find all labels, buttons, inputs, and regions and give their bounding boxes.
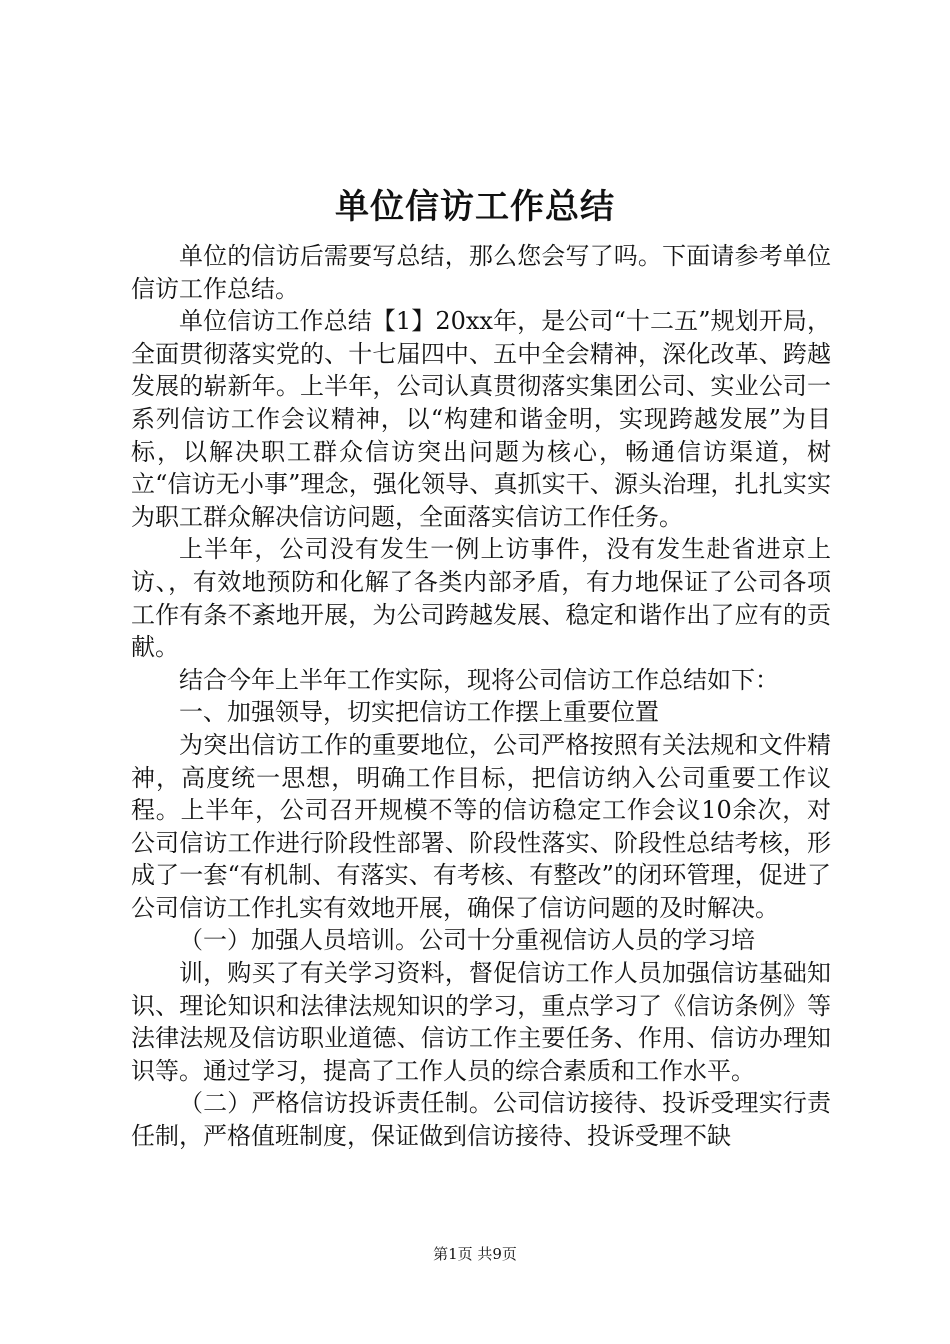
paragraph-lead-in: 结合今年上半年工作实际，现将公司信访工作总结如下： [179,665,779,694]
paragraph-section-1: 为突出信访工作的重要地位，公司严格按照有关法规和文件精神，高度统一思想，明确工作目标，把信访纳入公司重要工作议程。上半年，公司召开规模不等的信访稳定工作会议10余次，对公司信访工作进行阶段性部署、阶段性落实、阶段性总结考核，形成了一套“有机制、有落实、有考核、有整改”的闭环管理，促进了公司信访工作扎实有效地开展，确保了信访问题的及时解决。 [131,730,831,922]
paragraph-training: 训，购买了有关学习资料，督促信访工作人员加强信访基础知识、理论知识和法律法规知识的学习，重点学习了《信访条例》等法律法规及信访职业道德、信访工作主要任务、作用、信访办理知识等。通过学习，提高了工作人员的综合素质和工作水平。 [131,959,831,1085]
paragraph-summary-1: 单位信访工作总结【1】20xx年，是公司“十二五”规划开局，全面贯彻落实党的、十七届四中、五中全会精神，深化改革、跨越发展的崭新年。上半年，公司认真贯彻落实集团公司、实业公司一系列信访工作会议精神，以“构建和谐金明，实现跨越发展”为目标，以解决职工群众信访突出问题为核心，畅通信访渠道，树立“信访无小事”理念，强化领导、真抓实干、源头治理，扎扎实实为职工群众解决信访问题，全面落实信访工作任务。 [131,307,831,531]
subsection-heading-responsibility: （二）严格信访投诉责任制。公司信访接待、投诉受理实行责任制，严格值班制度，保证做到信访接待、投诉受理不缺 [131,1089,831,1151]
paragraph-first-half: 上半年，公司没有发生一例上访事件，没有发生赴省进京上访、，有效地预防和化解了各类内部矛盾，有力地保证了公司各项工作有条不紊地开展，为公司跨越发展、稳定和谐作出了应有的贡献。 [131,535,831,662]
paragraph-intro: 单位的信访后需要写总结，那么您会写了吗。下面请参考单位信访工作总结。 [131,242,831,303]
section-heading-1: 一、加强领导，切实把信访工作摆上重要位置 [179,698,659,727]
document-body [131,240,831,1153]
document-title: 单位信访工作总结 [335,187,615,227]
subsection-heading-training: （一）加强人员培训。公司十分重视信访人员的学习培 [179,926,755,955]
page-number-footer: 第1页 共9页 [433,1245,517,1263]
